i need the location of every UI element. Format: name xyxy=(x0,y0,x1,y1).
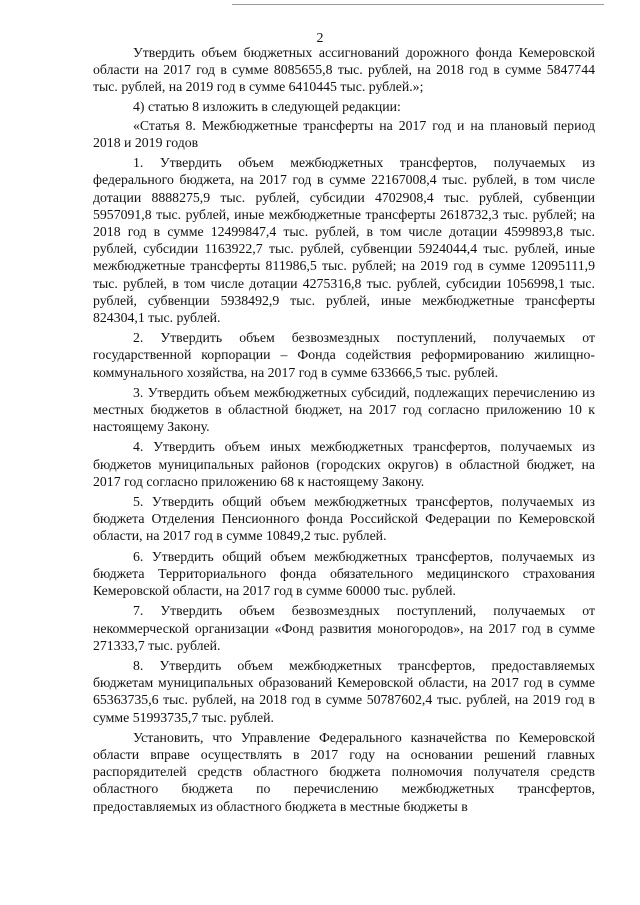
paragraph-item-8: 8. Утвердить объем межбюджетных трансфертов, предоставляемых бюджетам муниципальных образований Кемеровской области, на 2017 год в сумме 65363735,6 тыс. рублей, на 2018 год в сумме 50787602,4 тыс. рублей, на 2019 год в сумме 51993735,7 тыс. рублей. xyxy=(93,657,595,725)
paragraph-item-7: 7. Утвердить объем безвозмездных поступлений, получаемых от некоммерческой организации «Фонд развития моногородов», на 2017 год в сумме 271333,7 тыс. рублей. xyxy=(93,603,595,653)
page-number: 2 xyxy=(316,31,324,46)
paragraph-item-6: 6. Утвердить общий объем межбюджетных трансфертов, получаемых из бюджета Территориального фонда обязательного медицинского страхования Кемеровской области, на 2017 год в сумме 60000 тыс. рублей. xyxy=(93,548,595,599)
paragraph-treasury: Установить, что Управление Федерального казначейства по Кемеровской области вправе осуществлять в 2017 году на основании решений главных распорядителей средств областного бюджета полномочия получателя средств областного бюджета по перечислению межбюджетных трансфертов, предоставляемых из областного бюджета в местные бюджеты в xyxy=(93,729,595,814)
article-8-heading: «Статья 8. Межбюджетные трансферты на 2017 год и на плановый период 2018 и 2019 годов xyxy=(93,117,595,151)
top-rule xyxy=(232,4,604,5)
paragraph-item-4: 4. Утвердить объем иных межбюджетных трансфертов, получаемых из бюджетов муниципальных районов (городских округов) в областной бюджет, на 2017 год согласно приложению 68 к настоящему Закону. xyxy=(93,439,595,489)
paragraph-item-5: 5. Утвердить общий объем межбюджетных трансфертов, получаемых из бюджета Отделения Пенсионного фонда Российской Федерации по Кемеровской области, на 2017 год в сумме 10849,2 тыс. рублей. xyxy=(93,494,595,544)
paragraph-item-3: 3. Утвердить объем межбюджетных субсидий, подлежащих перечислению из местных бюджетов в областной бюджет, на 2017 год согласно приложению 10 к настоящему Закону. xyxy=(93,384,595,435)
document-body xyxy=(93,44,595,817)
paragraph-item-1: 1. Утвердить объем межбюджетных трансфертов, получаемых из федерального бюджета, на 2017 год в сумме 22167008,4 тыс. рублей, в том числе дотации 8888275,9 тыс. рублей, субсидии 4702908,4 тыс. рублей, субвенции 5957091,8 тыс. рублей, иные межбюджетные трансферты 2618732,3 тыс. рублей; на 2018 год в сумме 12499847,4 тыс. рублей, в том числе дотации 4599893,8 тыс. рублей, субсидии 1163922,7 тыс. рублей, субвенции 5924044,4 тыс. рублей, иные межбюджетные трансферты 811986,5 тыс. рублей; на 2019 год в сумме 12095111,9 тыс. рублей, в том числе дотации 4275316,8 тыс. рублей, субсидии 1056998,1 тыс. рублей, субвенции 5938492,9 тыс. рублей, иные межбюджетные трансферты 824304,1 тыс. рублей. xyxy=(93,155,595,326)
paragraph-item-2: 2. Утвердить объем безвозмездных поступлений, получаемых от государственной корпорации – Фонда содействия реформированию жилищно-коммунального хозяйства, на 2017 год в сумме 633666,5 тыс. рублей. xyxy=(93,330,595,380)
paragraph-article8-intro: 4) статью 8 изложить в следующей редакции: xyxy=(133,98,401,114)
paragraph-road-fund: Утвердить объем бюджетных ассигнований дорожного фонда Кемеровской области на 2017 год в сумме 8085655,8 тыс. рублей, на 2018 год в сумме 5847744 тыс. рублей, на 2019 год в сумме 6410445 тыс. рублей.»; xyxy=(93,45,595,95)
